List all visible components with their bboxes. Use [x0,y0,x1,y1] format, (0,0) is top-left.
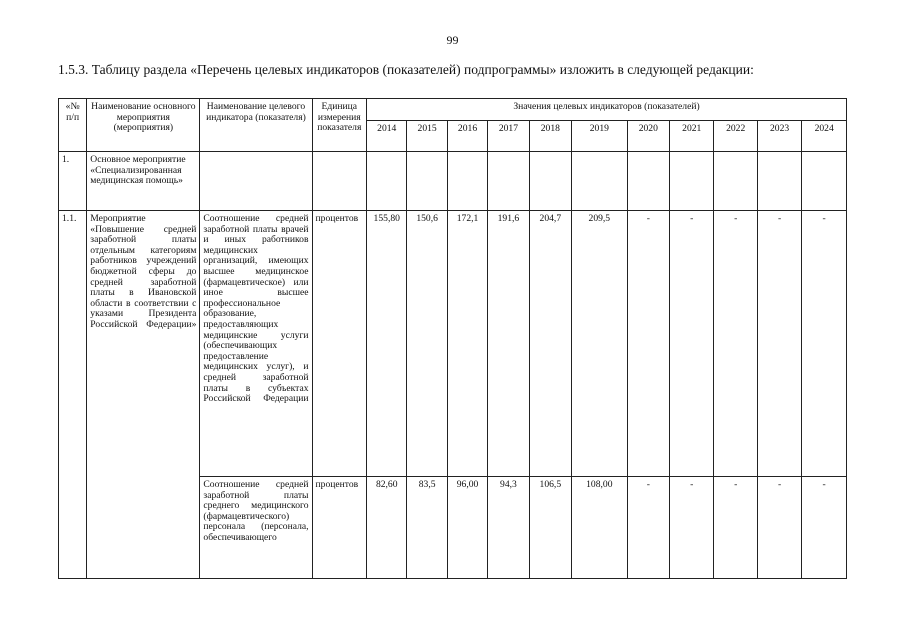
header-unit: Единица измерения показателя [312,99,367,152]
row-value: - [670,211,714,477]
row-value [529,152,571,211]
row-value: - [802,211,847,477]
row-value: 150,6 [407,211,447,477]
row-indicator [200,152,312,211]
row-event: Основное мероприятие «Специализированная медицинская помощь» [87,152,200,211]
header-year: 2019 [572,121,628,152]
row-value: 94,3 [488,477,529,579]
header-year: 2021 [670,121,714,152]
table-row [59,152,847,211]
row-value: 96,00 [447,477,487,579]
header-year: 2017 [488,121,529,152]
row-value [802,152,847,211]
header-year: 2015 [407,121,447,152]
row-value [670,152,714,211]
row-number: 1.1. [59,211,87,579]
row-value [572,152,628,211]
row-indicator: Соотношение средней заработной платы врачей и иных работников медицинских организаций, имеющих высшее медицинское (фармацевтическое) или иное высшее профессиональное образование, предоставляющих медицинские услуги (обеспечивающих предоставление медицинских услуг), и средней заработной платы в субъектах Российской Федерации [200,211,312,477]
header-year: 2014 [367,121,407,152]
header-year: 2016 [447,121,487,152]
intro-paragraph: 1.5.3. Таблицу раздела «Перечень целевых индикаторов (показателей) подпрограммы» изложить в следующей редакции: [58,62,754,77]
row-value: 83,5 [407,477,447,579]
row-value: 209,5 [572,211,628,477]
header-event: Наименование основного мероприятия (мероприятия) [87,99,200,152]
row-value: - [714,477,757,579]
row-value [627,152,669,211]
indicators-table [58,98,847,579]
header-values-group: Значения целевых индикаторов (показателей) [367,99,847,121]
row-value: 204,7 [529,211,571,477]
row-value: - [627,477,669,579]
row-value: - [627,211,669,477]
row-indicator: Соотношение средней заработной платы среднего медицинского (фармацевтического) персонала (персонала, обеспечивающего [200,477,312,579]
page-number: 99 [446,33,459,47]
row-value: - [714,211,757,477]
header-year: 2024 [802,121,847,152]
header-no: «№ п/п [59,99,87,152]
row-unit: процентов [312,477,367,579]
row-value: - [757,477,801,579]
row-unit: процентов [312,211,367,477]
row-value: 172,1 [447,211,487,477]
row-event: Мероприятие «Повышение средней заработной платы отдельным категориям работников учреждений бюджетной сферы до средней заработной платы в Ивановской области в соответствии с указами Президента Российской Федерации» [87,211,200,579]
header-row-1 [59,99,847,121]
row-value [488,152,529,211]
row-value [714,152,757,211]
row-unit [312,152,367,211]
header-year: 2018 [529,121,571,152]
row-value: 191,6 [488,211,529,477]
row-number: 1. [59,152,87,211]
row-value: - [757,211,801,477]
row-value [757,152,801,211]
row-value: 106,5 [529,477,571,579]
row-value [447,152,487,211]
row-value: 155,80 [367,211,407,477]
row-value [407,152,447,211]
header-indicator: Наименование целевого индикатора (показателя) [200,99,312,152]
row-value: - [802,477,847,579]
table-row [59,211,847,477]
row-value: - [670,477,714,579]
header-year: 2020 [627,121,669,152]
row-value [367,152,407,211]
row-value: 82,60 [367,477,407,579]
header-year: 2023 [757,121,801,152]
row-value: 108,00 [572,477,628,579]
header-year: 2022 [714,121,757,152]
